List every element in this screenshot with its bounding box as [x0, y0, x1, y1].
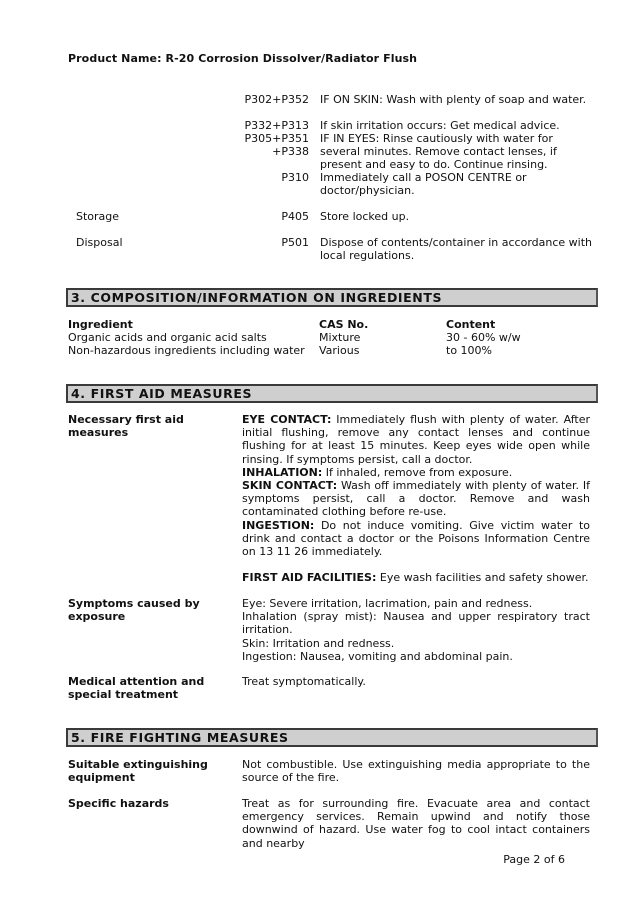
- symptom-line: Skin: Irritation and redness.: [242, 636, 395, 650]
- product-name-header: Product Name: R-20 Corrosion Dissolver/Radiator Flush: [68, 52, 418, 65]
- skin-contact-text: Wash off immediately with plenty of water. If symptoms persist, call a doctor. Remove and wash contaminated clothing before re-use.: [242, 479, 591, 519]
- inhalation-text: If inhaled, remove from exposure.: [322, 465, 513, 479]
- eye-contact-text: Immediately flush with plenty of water. After initial flushing, remove any contact lenses and continue flushing for at least 15 minutes. Keep eyes wide open while rinsing. If symptoms persist, call a doctor.: [242, 413, 590, 466]
- p-code: P310: [281, 171, 309, 184]
- inhalation-label: INHALATION:: [242, 465, 323, 479]
- table-cell: Mixture: [319, 331, 361, 344]
- first-aid-facilities-text: Eye wash facilities and safety shower.: [376, 571, 589, 585]
- p-text: IF IN EYES: Rinse cautiously with water for several minutes. Remove contact lenses, if present and easy to do. Continue rinsing.: [320, 132, 557, 172]
- ingestion-label: INGESTION:: [242, 518, 315, 532]
- p-code: P302+P352: [244, 93, 309, 106]
- symptoms-label: Symptoms caused by exposure: [68, 597, 200, 624]
- p-text: IF ON SKIN: Wash with plenty of soap and water.: [320, 93, 587, 106]
- symptom-line: Inhalation (spray mist): Nausea and upper respiratory tract irritation.: [242, 610, 590, 637]
- necessary-first-aid-label: Necessary first aid measures: [68, 413, 184, 440]
- p-text: Store locked up.: [320, 210, 410, 223]
- symptom-line: Eye: Severe irritation, lacrimation, pain and redness.: [242, 597, 533, 610]
- specific-hazards-value: Treat as for surrounding fire. Evacuate area and contact emergency services. Remain upwind and notify those downwind of hazard. Use water fog to cool intact containers and nearby: [242, 797, 590, 850]
- section-4-header: 4. FIRST AID MEASURES: [66, 384, 598, 403]
- section-3-header: 3. COMPOSITION/INFORMATION ON INGREDIENTS: [66, 288, 598, 307]
- p-text: Dispose of contents/container in accordance with local regulations.: [320, 236, 592, 263]
- p-code: P501: [281, 236, 309, 249]
- p-code: P332+P313: [244, 119, 309, 132]
- medical-attention-label: Medical attention and special treatment: [68, 675, 205, 702]
- skin-contact-label: SKIN CONTACT:: [242, 479, 338, 493]
- extinguishing-label: Suitable extinguishing equipment: [68, 758, 208, 785]
- eye-contact-label: EYE CONTACT:: [242, 413, 332, 426]
- p-text: If skin irritation occurs: Get medical advice.: [320, 119, 560, 132]
- table-cell: Non-hazardous ingredients including water: [68, 344, 305, 357]
- ingestion-text: Do not induce vomiting. Give victim water to drink and contact a doctor or the Poisons Information Centre on 13 11 26 immediately.: [242, 518, 590, 559]
- table-cell: to 100%: [446, 344, 492, 357]
- disposal-label: Disposal: [76, 236, 123, 249]
- column-header-ingredient: Ingredient: [68, 318, 133, 331]
- p-code: P305+P351: [244, 132, 309, 145]
- necessary-first-aid-value: [242, 413, 590, 584]
- column-header-cas: CAS No.: [319, 318, 369, 331]
- section-5-header: 5. FIRE FIGHTING MEASURES: [66, 728, 598, 747]
- extinguishing-value: Not combustible. Use extinguishing media appropriate to the source of the fire.: [242, 758, 590, 785]
- p-code-continued: +P338: [272, 145, 309, 158]
- page-number: Page 2 of 6: [503, 853, 565, 866]
- specific-hazards-label: Specific hazards: [68, 797, 169, 810]
- p-text: Immediately call a POSON CENTRE or doctor/physician.: [320, 171, 527, 198]
- first-aid-facilities-label: FIRST AID FACILITIES:: [242, 571, 377, 585]
- table-cell: Various: [319, 344, 360, 357]
- symptom-line: Ingestion: Nausea, vomiting and abdominal pain.: [242, 649, 513, 663]
- column-header-content: Content: [446, 318, 496, 331]
- table-cell: 30 - 60% w/w: [446, 331, 521, 344]
- table-cell: Organic acids and organic acid salts: [68, 331, 267, 344]
- medical-attention-value: Treat symptomatically.: [242, 675, 366, 688]
- storage-label: Storage: [76, 210, 120, 223]
- symptoms-value: [242, 597, 590, 663]
- p-code: P405: [281, 210, 309, 223]
